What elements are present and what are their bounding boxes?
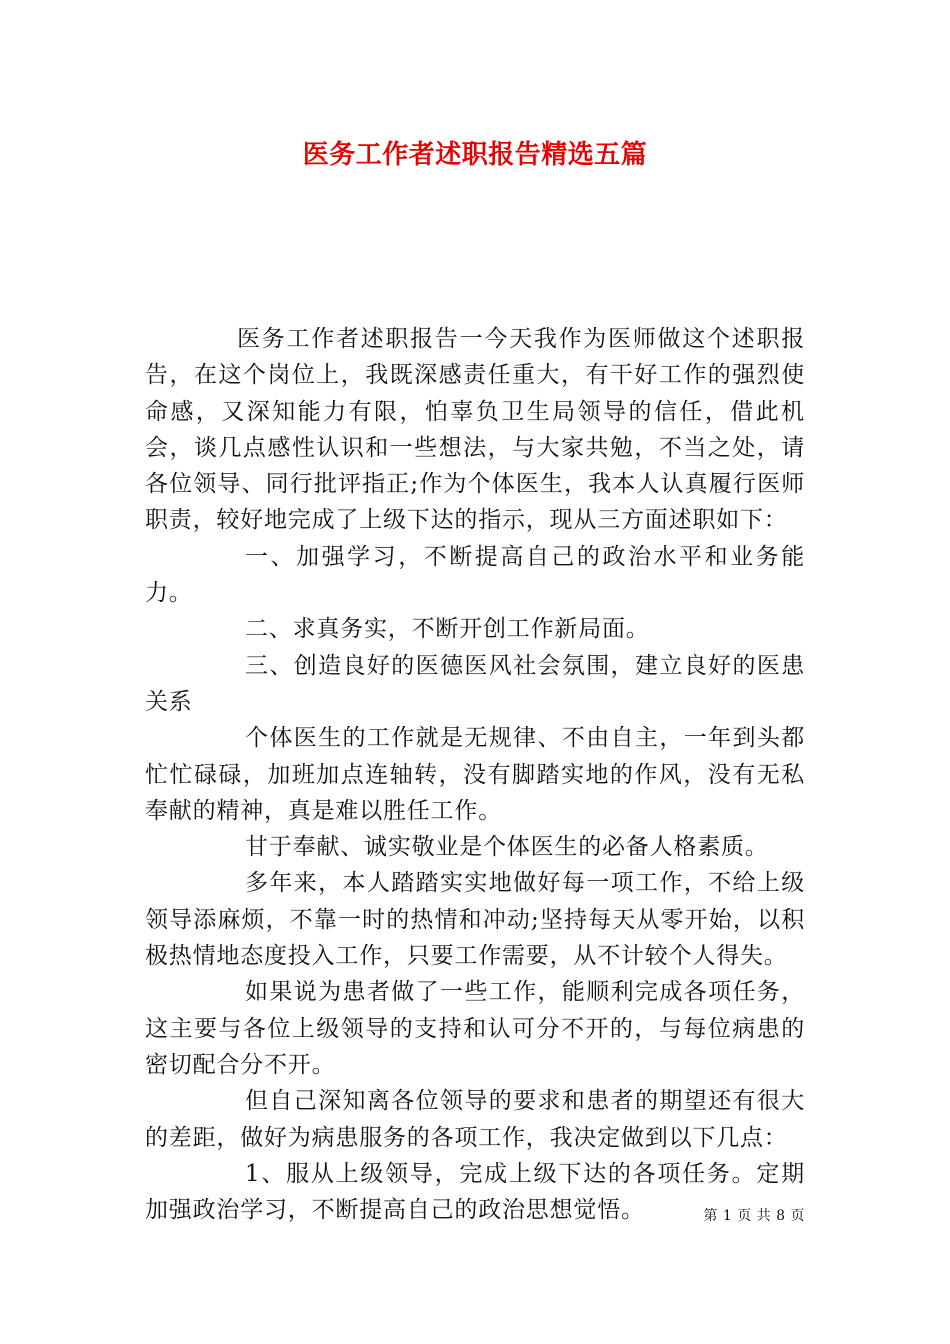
paragraph: 甘于奉献、诚实敬业是个体医生的必备人格素质。 — [245, 834, 769, 861]
document-body — [145, 321, 805, 1228]
paragraph: 但自己深知离各位领导的要求和患者的期望还有很大的差距，做好为病患服务的各项工作，我决定做到以下几点： — [145, 1088, 805, 1151]
paragraph: 二、求真务实，不断开创工作新局面。 — [245, 616, 650, 643]
paragraph: 如果说为患者做了一些工作，能顺利完成各项任务，这主要与各位上级领导的支持和认可分不开的，与每位病患的密切配合分不开。 — [145, 979, 805, 1078]
paragraph: 1、服从上级领导，完成上级下达的各项任务。定期加强政治学习，不断提高自己的政治思想觉悟。 — [145, 1160, 805, 1224]
page-number: 第 1 页 共 8 页 — [703, 1208, 805, 1224]
paragraph: 一、加强学习，不断提高自己的政治水平和业务能力。 — [145, 543, 805, 607]
document-title: 医务工作者述职报告精选五篇 — [302, 140, 648, 170]
paragraph: 三、创造良好的医德医风社会氛围，建立良好的医患关系 — [145, 652, 805, 715]
paragraph: 医务工作者述职报告一今天我作为医师做这个述职报告，在这个岗位上，我既深感责任重大，有干好工作的强烈使命感，又深知能力有限，怕辜负卫生局领导的信任，借此机会，谈几点感性认识和一些想法，与大家共勉，不当之处，请各位领导、同行批评指正;作为个体医生，我本人认真履行医师职责，较好地完成了上级下达的指示，现从三方面述职如下： — [145, 326, 805, 534]
paragraph: 多年来，本人踏踏实实地做好每一项工作，不给上级领导添麻烦，不靠一时的热情和冲动;坚持每天从零开始，以积极热情地态度投入工作，只要工作需要，从不计较个人得失。 — [145, 870, 805, 970]
paragraph: 个体医生的工作就是无规律、不由自主，一年到头都忙忙碌碌，加班加点连轴转，没有脚踏实地的作风，没有无私奉献的精神，真是难以胜任工作。 — [145, 725, 805, 824]
